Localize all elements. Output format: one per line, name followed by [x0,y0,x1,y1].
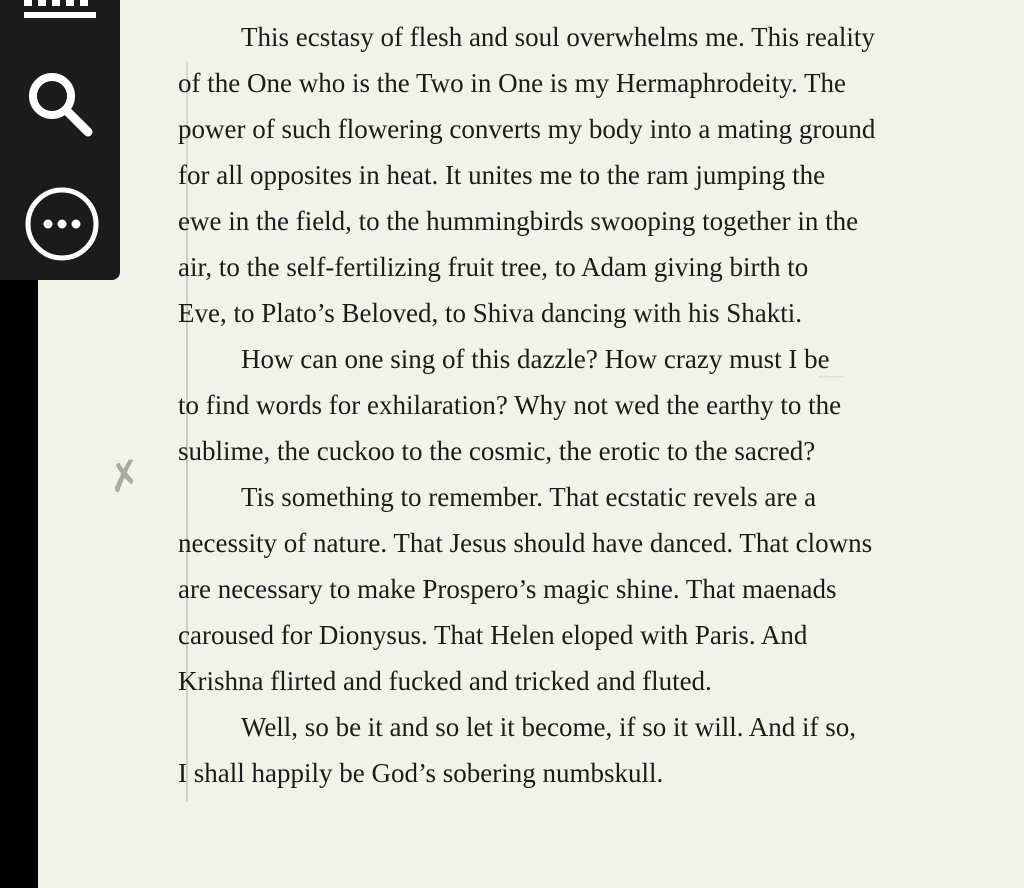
library-icon [24,0,96,30]
text-line: to find words for exhilaration? Why not wed the earthy to the [178,390,842,420]
paragraph-2 [178,336,978,474]
search-icon [24,66,96,138]
text-line: sublime, the cuckoo to the cosmic, the erotic to the sacred? [178,436,816,466]
text-line: for all opposites in heat. It unites me to the ram jumping the [178,160,826,190]
text-line: power of such flowering converts my body into a mating ground [178,114,876,144]
search-button[interactable] [24,66,96,138]
text-line: ewe in the field, to the hummingbirds swooping together in the [178,206,859,236]
text-line: caroused for Dionysus. That Helen eloped with Paris. And [178,620,808,650]
paragraph-3 [178,474,978,704]
text-line: This ecstasy of flesh and soul overwhelms me. This reality [241,22,875,52]
reader-text [178,14,978,796]
library-button[interactable] [24,0,96,30]
reader-toolbar [0,0,120,280]
pencil-margin-mark: ✗ [103,451,146,503]
paragraph-4 [178,704,978,796]
text-line: of the One who is the Two in One is my Hermaphrodeity. The [178,68,846,98]
paragraph-1 [178,14,978,336]
text-line: Well, so be it and so let it become, if so it will. And if so, [241,712,857,742]
text-line: I shall happily be God’s sobering numbskull. [178,758,664,788]
text-line: air, to the self-fertilizing fruit tree, to Adam giving birth to [178,252,809,282]
text-line: necessity of nature. That Jesus should have danced. That clowns [178,528,873,558]
text-line: Tis something to remember. That ecstatic revels are a [241,482,817,512]
text-line: Krishna flirted and fucked and tricked and fluted. [178,666,712,696]
more-options-icon [24,186,100,262]
bleed-through-text: — [818,360,844,389]
book-page [38,0,1024,888]
more-options-button[interactable] [24,186,100,262]
text-line: Eve, to Plato’s Beloved, to Shiva dancing with his Shakti. [178,298,802,328]
text-line: are necessary to make Prospero’s magic shine. That maenads [178,574,837,604]
text-line: How can one sing of this dazzle? How crazy must I be [241,344,830,374]
